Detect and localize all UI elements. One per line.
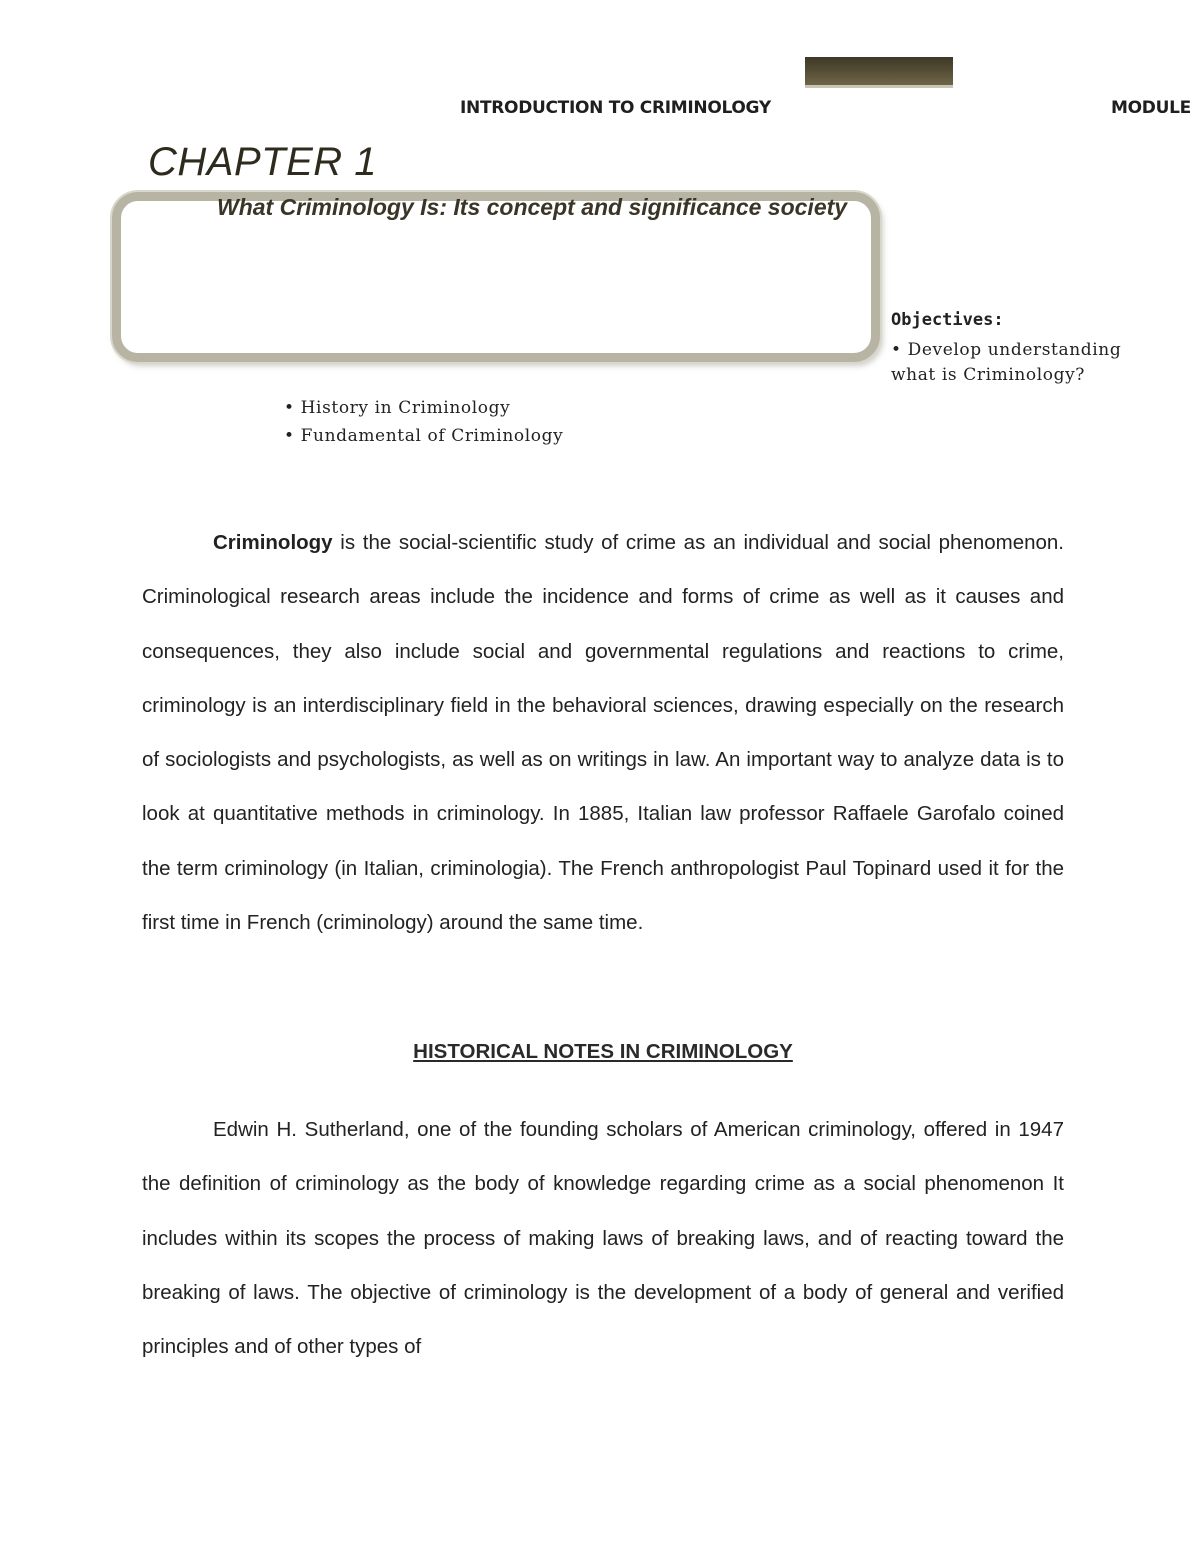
- intro-text: is the social-scientific study of crime as an individual and social phenomenon. Criminological research areas include the incidence and forms of crime as well as it causes and consequences, they also include social and governmental regulations and reactions to crime, criminology is an interdisciplinary field in the behavioral sciences, drawing especially on the research of sociologists and psychologists, as well as on writings in law. An important way to analyze data is to look at quantitative methods in criminology. In 1885, Italian law professor Raffaele Garofalo coined the term criminology (in Italian, criminologia). The French anthropologist Paul Topinard used it for the first time in French (criminology) around the same time.: [142, 531, 1064, 935]
- chapter-title: CHAPTER 1: [148, 140, 377, 184]
- header-decoration-bar: [805, 57, 953, 85]
- running-title: INTRODUCTION TO CRIMINOLOGY: [460, 98, 771, 118]
- defined-term: Criminology: [213, 531, 333, 554]
- objective-item: what is Criminology?: [891, 365, 1086, 385]
- objectives-box: [891, 310, 1191, 388]
- module-label: MODULE: [1111, 98, 1191, 118]
- section-heading: HISTORICAL NOTES IN CRIMINOLOGY: [413, 1040, 793, 1063]
- objective-item: • Fundamental of Criminology: [284, 426, 564, 446]
- intro-paragraph: [142, 516, 1064, 950]
- chapter-subtitle: What Criminology Is: Its concept and significance society: [217, 194, 848, 220]
- historical-paragraph: Edwin H. Sutherland, one of the founding scholars of American criminology, offered in 1947 the definition of criminology as the body of knowledge regarding crime as a social phenomenon It includes within its scopes the process of making laws of breaking laws, and of reacting toward the breaking of laws. The objective of criminology is the development of a body of general and verified principles and of other types of: [142, 1118, 1064, 1359]
- objective-item: • History in Criminology: [284, 398, 511, 418]
- objective-item: • Develop understanding: [891, 340, 1122, 360]
- objectives-heading: Objectives:: [891, 310, 1004, 330]
- objective-list: [284, 394, 563, 450]
